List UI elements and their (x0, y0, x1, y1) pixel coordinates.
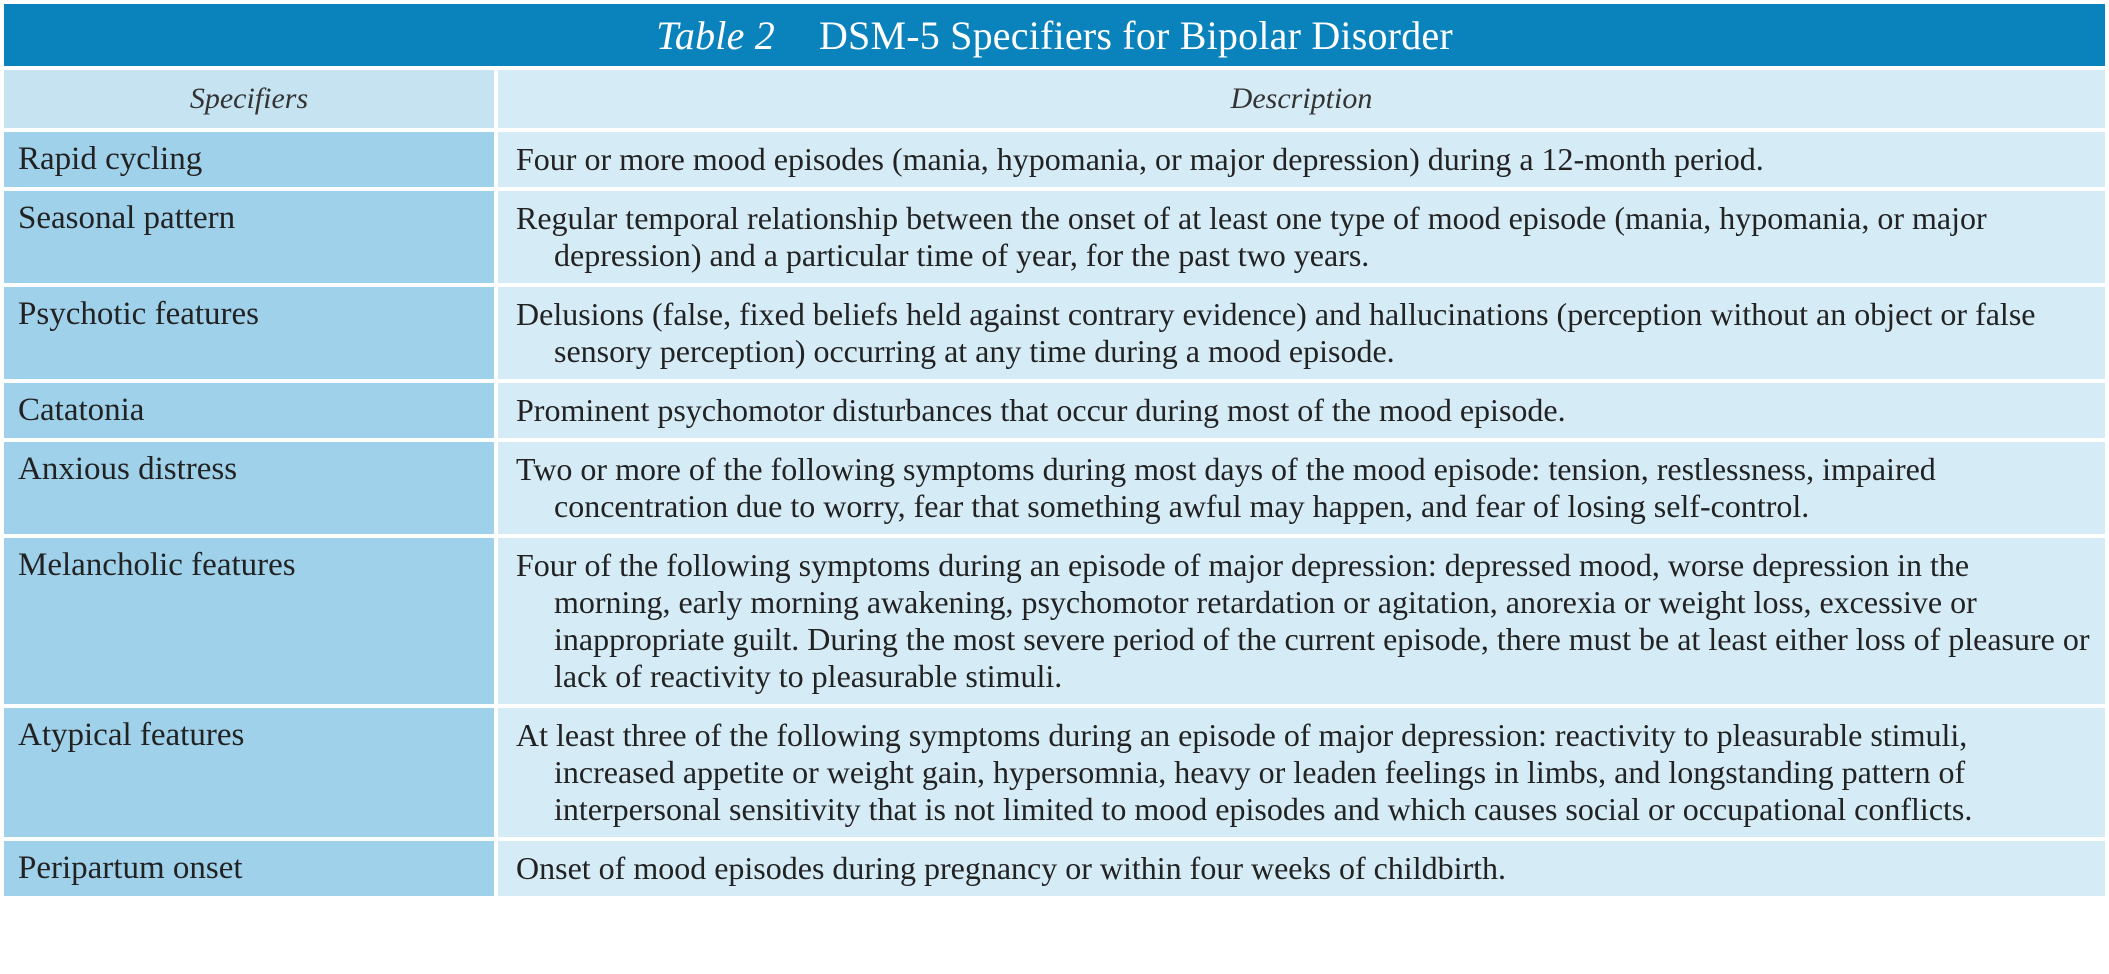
specifier-cell: Seasonal pattern (4, 191, 494, 283)
table-row (4, 708, 2105, 837)
specifier-cell: Catatonia (4, 383, 494, 438)
specifier-cell: Peripartum onset (4, 841, 494, 896)
description-cell: Four or more mood episodes (mania, hypomania, or major depression) during a 12-month period. (498, 132, 2105, 187)
description-cell: At least three of the following symptoms during an episode of major depression: reactivity to pleasurable stimuli, increased appetite or weight gain, hypersomnia, heavy or leaden feelings in limbs, and longstanding pattern of interpersonal sensitivity that is not limited to mood episodes and which causes social or occupational conflicts. (498, 708, 2105, 837)
column-header-specifiers: Specifiers (4, 70, 494, 128)
table-row (4, 191, 2105, 283)
description-cell: Four of the following symptoms during an episode of major depression: depressed mood, worse depression in the morning, early morning awakening, psychomotor retardation or agitation, anorexia or weight loss, excessive or inappropriate guilt. During the most severe period of the current episode, there must be at least either loss of pleasure or lack of reactivity to pleasurable stimuli. (498, 538, 2105, 704)
specifiers-table (4, 4, 2105, 896)
specifier-cell: Melancholic features (4, 538, 494, 704)
column-header-description: Description (498, 70, 2105, 128)
table-row (4, 132, 2105, 187)
specifier-cell: Anxious distress (4, 442, 494, 534)
specifier-cell: Atypical features (4, 708, 494, 837)
table-title (4, 4, 2105, 66)
table-number: Table 2 (656, 12, 775, 58)
table-row (4, 841, 2105, 896)
table-row (4, 538, 2105, 704)
table-row (4, 442, 2105, 534)
description-cell: Onset of mood episodes during pregnancy or within four weeks of childbirth. (498, 841, 2105, 896)
specifier-cell: Rapid cycling (4, 132, 494, 187)
table-title-text: DSM-5 Specifiers for Bipolar Disorder (818, 12, 1453, 58)
description-cell: Two or more of the following symptoms during most days of the mood episode: tension, restlessness, impaired concentration due to worry, fear that something awful may happen, and fear of losing self-control. (498, 442, 2105, 534)
table-header-row (4, 70, 2105, 128)
description-cell: Regular temporal relationship between the onset of at least one type of mood episode (mania, hypomania, or major depression) and a particular time of year, for the past two years. (498, 191, 2105, 283)
description-cell: Delusions (false, fixed beliefs held against contrary evidence) and hallucinations (perception without an object or false sensory perception) occurring at any time during a mood episode. (498, 287, 2105, 379)
description-cell: Prominent psychomotor disturbances that occur during most of the mood episode. (498, 383, 2105, 438)
table-row (4, 383, 2105, 438)
specifier-cell: Psychotic features (4, 287, 494, 379)
table-row (4, 287, 2105, 379)
